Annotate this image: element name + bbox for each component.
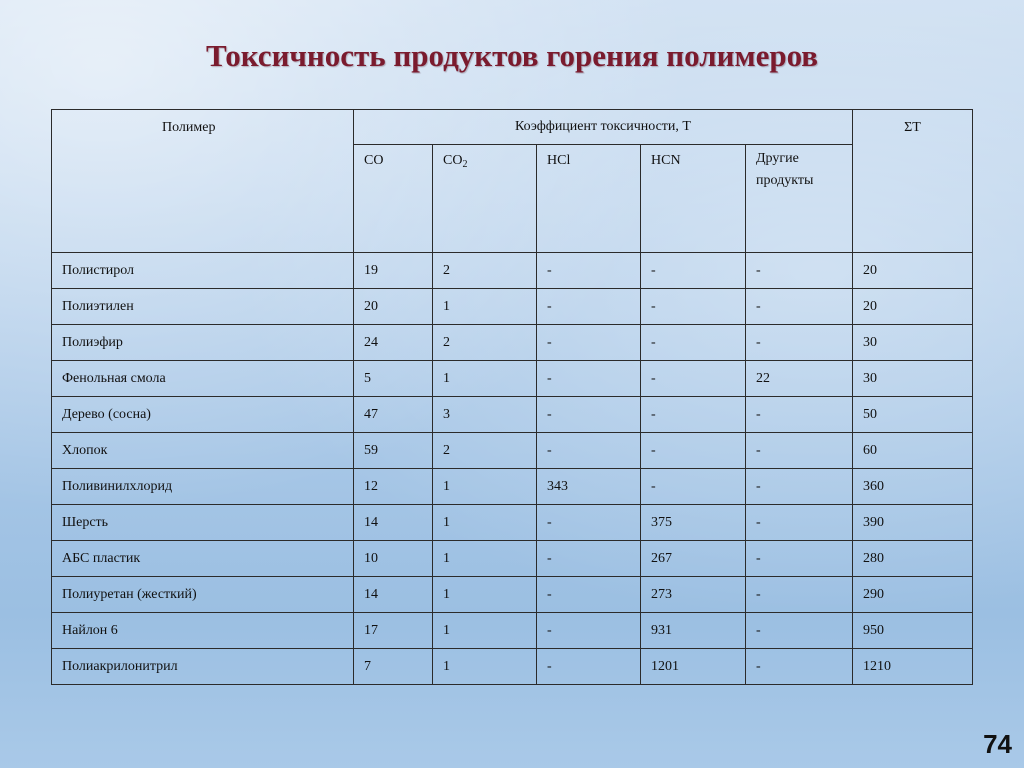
sum-cell: 20 — [853, 253, 973, 289]
polymer-cell: Полиакрилонитрил — [52, 649, 354, 685]
co2-cell: 1 — [433, 577, 537, 613]
hcl-cell: - — [537, 577, 641, 613]
other-cell: - — [746, 613, 853, 649]
sum-cell: 60 — [853, 433, 973, 469]
sum-cell: 280 — [853, 541, 973, 577]
co2-cell: 1 — [433, 505, 537, 541]
co2-cell: 3 — [433, 397, 537, 433]
hcl-cell: - — [537, 397, 641, 433]
co2-cell: 1 — [433, 361, 537, 397]
other-cell: 22 — [746, 361, 853, 397]
co-cell: 47 — [354, 397, 433, 433]
hcn-column-header: HCN — [641, 145, 746, 253]
sum-cell: 30 — [853, 325, 973, 361]
hcl-cell: 343 — [537, 469, 641, 505]
table-row — [52, 469, 973, 505]
hcl-cell: - — [537, 649, 641, 685]
table-body — [52, 253, 973, 685]
hcn-cell: - — [641, 433, 746, 469]
co2-cell: 1 — [433, 469, 537, 505]
hcn-cell: - — [641, 397, 746, 433]
polymer-cell: Полиэтилен — [52, 289, 354, 325]
sum-cell: 950 — [853, 613, 973, 649]
polymer-cell: Полистирол — [52, 253, 354, 289]
polymer-cell: Полиуретан (жесткий) — [52, 577, 354, 613]
hcl-column-header: HCl — [537, 145, 641, 253]
header-row — [52, 110, 973, 145]
sum-column-header: ΣТ — [853, 110, 973, 253]
polymer-cell: АБС пластик — [52, 541, 354, 577]
sum-cell: 20 — [853, 289, 973, 325]
co2-cell: 1 — [433, 649, 537, 685]
co2-base-text: CO — [443, 153, 463, 168]
polymer-cell: Полиэфир — [52, 325, 354, 361]
other-cell: - — [746, 325, 853, 361]
co2-cell: 2 — [433, 253, 537, 289]
polymer-cell: Хлопок — [52, 433, 354, 469]
hcn-cell: - — [641, 289, 746, 325]
hcl-cell: - — [537, 541, 641, 577]
table-row — [52, 253, 973, 289]
hcn-cell: 267 — [641, 541, 746, 577]
co-cell: 5 — [354, 361, 433, 397]
hcn-cell: - — [641, 469, 746, 505]
hcn-cell: 1201 — [641, 649, 746, 685]
hcl-cell: - — [537, 361, 641, 397]
co-cell: 14 — [354, 577, 433, 613]
co-cell: 10 — [354, 541, 433, 577]
co2-cell: 1 — [433, 613, 537, 649]
other-products-column-header: Другие продукты — [746, 145, 853, 253]
co-cell: 17 — [354, 613, 433, 649]
hcl-cell: - — [537, 433, 641, 469]
slide-title: Токсичность продуктов горения полимеров — [205, 38, 819, 73]
co-column-header: CO — [354, 145, 433, 253]
hcl-cell: - — [537, 289, 641, 325]
hcn-cell: - — [641, 361, 746, 397]
co2-cell: 2 — [433, 325, 537, 361]
other-cell: - — [746, 397, 853, 433]
co2-column-header — [433, 145, 537, 253]
other-cell: - — [746, 433, 853, 469]
polymer-cell: Шерсть — [52, 505, 354, 541]
hcn-cell: 931 — [641, 613, 746, 649]
sum-cell: 50 — [853, 397, 973, 433]
other-cell: - — [746, 253, 853, 289]
toxicity-table — [51, 109, 973, 685]
sum-cell: 360 — [853, 469, 973, 505]
hcn-cell: - — [641, 253, 746, 289]
table-row — [52, 289, 973, 325]
table-row — [52, 361, 973, 397]
sum-cell: 390 — [853, 505, 973, 541]
table-row — [52, 505, 973, 541]
co-cell: 24 — [354, 325, 433, 361]
sum-cell: 290 — [853, 577, 973, 613]
polymer-cell: Фенольная смола — [52, 361, 354, 397]
table-row — [52, 433, 973, 469]
other-cell: - — [746, 649, 853, 685]
other-cell: - — [746, 289, 853, 325]
table-row — [52, 325, 973, 361]
page-number: 74 — [983, 729, 1012, 759]
other-cell: - — [746, 505, 853, 541]
hcl-cell: - — [537, 613, 641, 649]
co2-cell: 2 — [433, 433, 537, 469]
co-cell: 20 — [354, 289, 433, 325]
hcn-cell: 273 — [641, 577, 746, 613]
co-cell: 12 — [354, 469, 433, 505]
hcn-cell: - — [641, 325, 746, 361]
polymer-cell: Дерево (сосна) — [52, 397, 354, 433]
table-row — [52, 541, 973, 577]
other-cell: - — [746, 541, 853, 577]
co-cell: 19 — [354, 253, 433, 289]
co-cell: 14 — [354, 505, 433, 541]
co-cell: 7 — [354, 649, 433, 685]
polymer-column-header: Полимер — [52, 110, 354, 253]
hcl-cell: - — [537, 505, 641, 541]
co2-cell: 1 — [433, 289, 537, 325]
coefficient-column-header: Коэффициент токсичности, Т — [354, 110, 853, 145]
co-cell: 59 — [354, 433, 433, 469]
table-row — [52, 577, 973, 613]
co2-subscript: 2 — [462, 159, 468, 170]
polymer-cell: Поливинилхлорид — [52, 469, 354, 505]
co2-cell: 1 — [433, 541, 537, 577]
polymer-cell: Найлон 6 — [52, 613, 354, 649]
table-row — [52, 613, 973, 649]
hcn-cell: 375 — [641, 505, 746, 541]
table-row — [52, 649, 973, 685]
other-cell: - — [746, 469, 853, 505]
other-cell: - — [746, 577, 853, 613]
hcl-cell: - — [537, 325, 641, 361]
table-row — [52, 397, 973, 433]
sum-cell: 1210 — [853, 649, 973, 685]
sum-cell: 30 — [853, 361, 973, 397]
hcl-cell: - — [537, 253, 641, 289]
